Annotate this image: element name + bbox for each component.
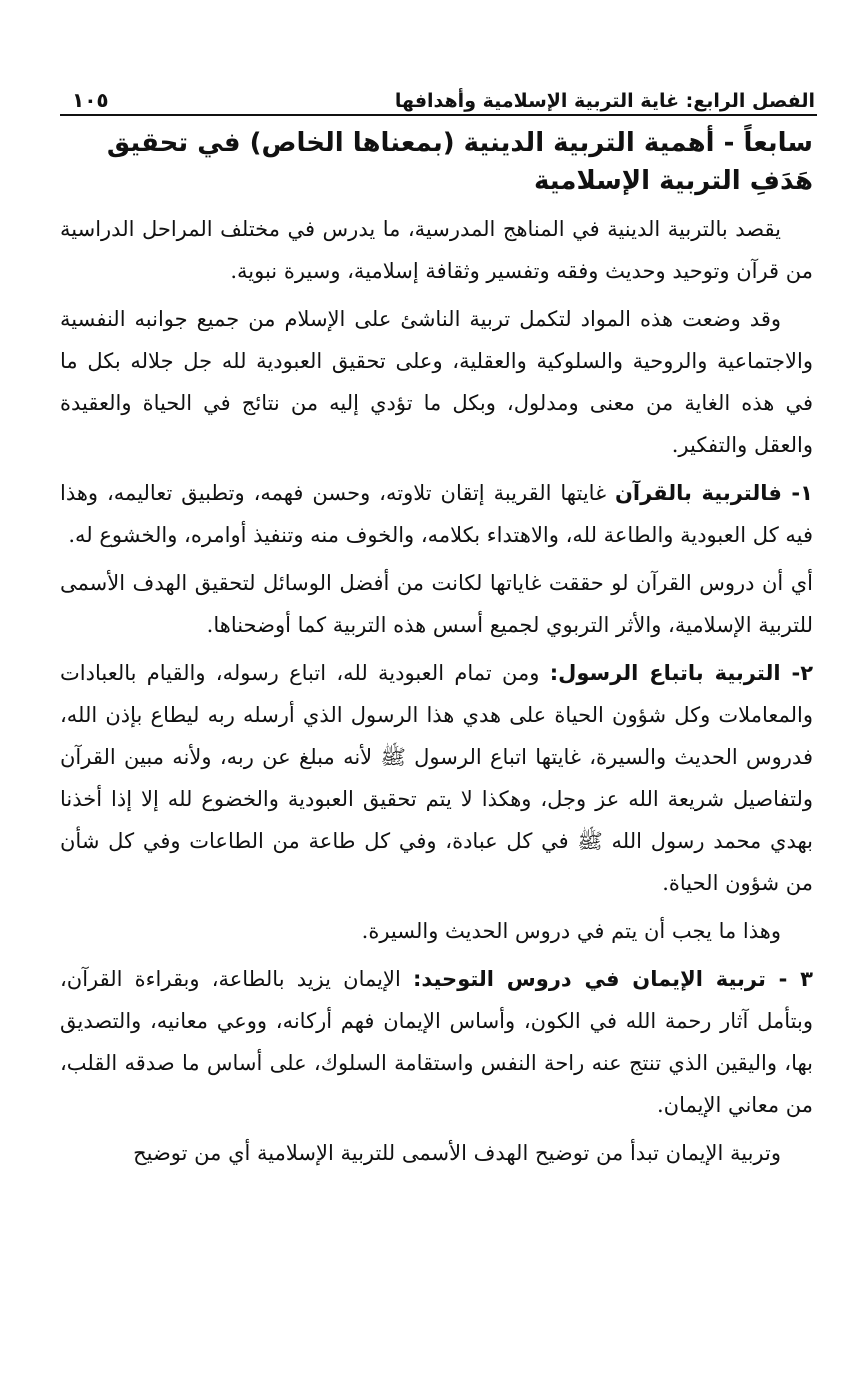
paragraph-tawhid	[60, 958, 813, 1126]
running-header	[68, 72, 815, 112]
header-rule	[60, 114, 817, 116]
page-content	[60, 124, 813, 1180]
section-heading: سابعاً - أهمية التربية الدينية (بمعناها الخاص) في تحقيق هَدَفِ التربية الإسلامية	[106, 128, 813, 196]
sunnah-lead: ٢- التربية باتباع الرسول:	[549, 661, 814, 685]
tawhid-lead: ٣ - تربية الإيمان في دروس التوحيد:	[412, 967, 813, 991]
paragraph-definition: يقصد بالتربية الدينية في المناهج المدرسية، ما يدرس في مختلف المراحل الدراسية من قرآن وتوحيد وحديث وفقه وتفسير وثقافة إسلامية، وسيرة نبوية.	[60, 217, 813, 283]
quran-text: غايتها القريبة إتقان تلاوته، وحسن فهمه، وتطبيق تعاليمه، وهذا فيه كل العبودية والطاعة لله، والاهتداء بكلامه، والخوف منه وتنفيذ أوامره، والخشوع له.	[60, 481, 813, 547]
page-number: ١٠٥	[72, 88, 109, 112]
paragraph-purpose: وقد وضعت هذه المواد لتكمل تربية الناشئ على الإسلام من جميع جوانبه النفسية والاجتماعية والروحية والسلوكية والعقلية، وعلى تحقيق العبودية لله جل جلاله بكل ما في هذه الغاية من معنى ومدلول، وبكل ما تؤدي إليه من نتائج في الحياة والعقيدة والعقل والتفكير.	[60, 307, 813, 457]
paragraph-quran-summary: أي أن دروس القرآن لو حققت غاياتها لكانت من أفضل الوسائل لتحقيق الهدف الأسمى للتربية الإسلامية، والأثر التربوي لجميع أسس هذه التربية كما أوضحناها.	[60, 571, 813, 637]
paragraph-sunnah	[60, 652, 813, 904]
paragraph-sunnah-summary: وهذا ما يجب أن يتم في دروس الحديث والسيرة.	[361, 919, 781, 943]
running-title: الفصل الرابع: غاية التربية الإسلامية وأهدافها	[394, 90, 815, 112]
quran-lead: ١- فالتربية بالقرآن	[614, 481, 813, 505]
sunnah-text: ومن تمام العبودية لله، اتباع رسوله، والقيام بالعبادات والمعاملات وكل شؤون الحياة على هدي هذا الرسول الذي أرسله ربه ليطاع بإذن الله، فدروس الحديث والسيرة، غايتها اتباع الرسول ﷺ لأنه مبلغ عن ربه، ولأنه مبين القرآن ولتفاصيل شريعة الله عز وجل، وهكذا لا يتم تحقيق العبودية والخضوع لله إلا إذا أخذنا بهدي محمد رسول الله ﷺ في كل عبادة، وفي كل طاعة من الطاعات وفي كل شأن من شؤون الحياة.	[60, 661, 813, 895]
paragraph-faith: وتربية الإيمان تبدأ من توضيح الهدف الأسمى للتربية الإسلامية أي من توضيح	[133, 1141, 781, 1165]
paragraph-quran	[60, 472, 813, 556]
tawhid-text: الإيمان يزيد بالطاعة، وبقراءة القرآن، وبتأمل آثار رحمة الله في الكون، وأساس الإيمان فهم أركانه، ووعي معانيه، والتصديق بها، واليقين الذي تنتج عنه راحة النفس واستقامة السلوك، على أساس ما صدقه القلب، من معاني الإيمان.	[60, 967, 813, 1117]
